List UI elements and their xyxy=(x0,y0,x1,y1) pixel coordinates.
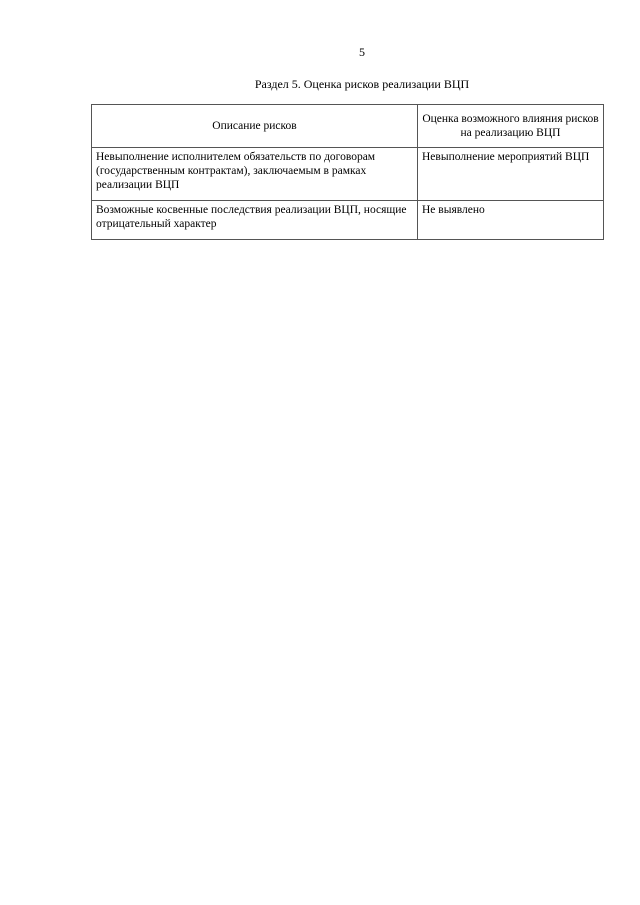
page-number: 5 xyxy=(359,45,365,59)
table-row xyxy=(92,148,604,201)
risk-impact-cell: Не выявлено xyxy=(418,201,604,240)
header-risk-impact: Оценка возможного влияния рисков на реализацию ВЦП xyxy=(418,105,604,148)
section-title: Раздел 5. Оценка рисков реализации ВЦП xyxy=(254,77,470,91)
table-row xyxy=(92,201,604,240)
table-header-row xyxy=(92,105,604,148)
header-risk-description: Описание рисков xyxy=(92,105,418,148)
risk-impact-cell: Невыполнение мероприятий ВЦП xyxy=(418,148,604,201)
risk-description-cell: Невыполнение исполнителем обязательств по договорам (государственным контрактам), заключаемым в рамках реализации ВЦП xyxy=(92,148,418,201)
risk-description-cell: Возможные косвенные последствия реализации ВЦП, носящие отрицательный характер xyxy=(92,201,418,240)
risk-assessment-table xyxy=(91,104,604,240)
